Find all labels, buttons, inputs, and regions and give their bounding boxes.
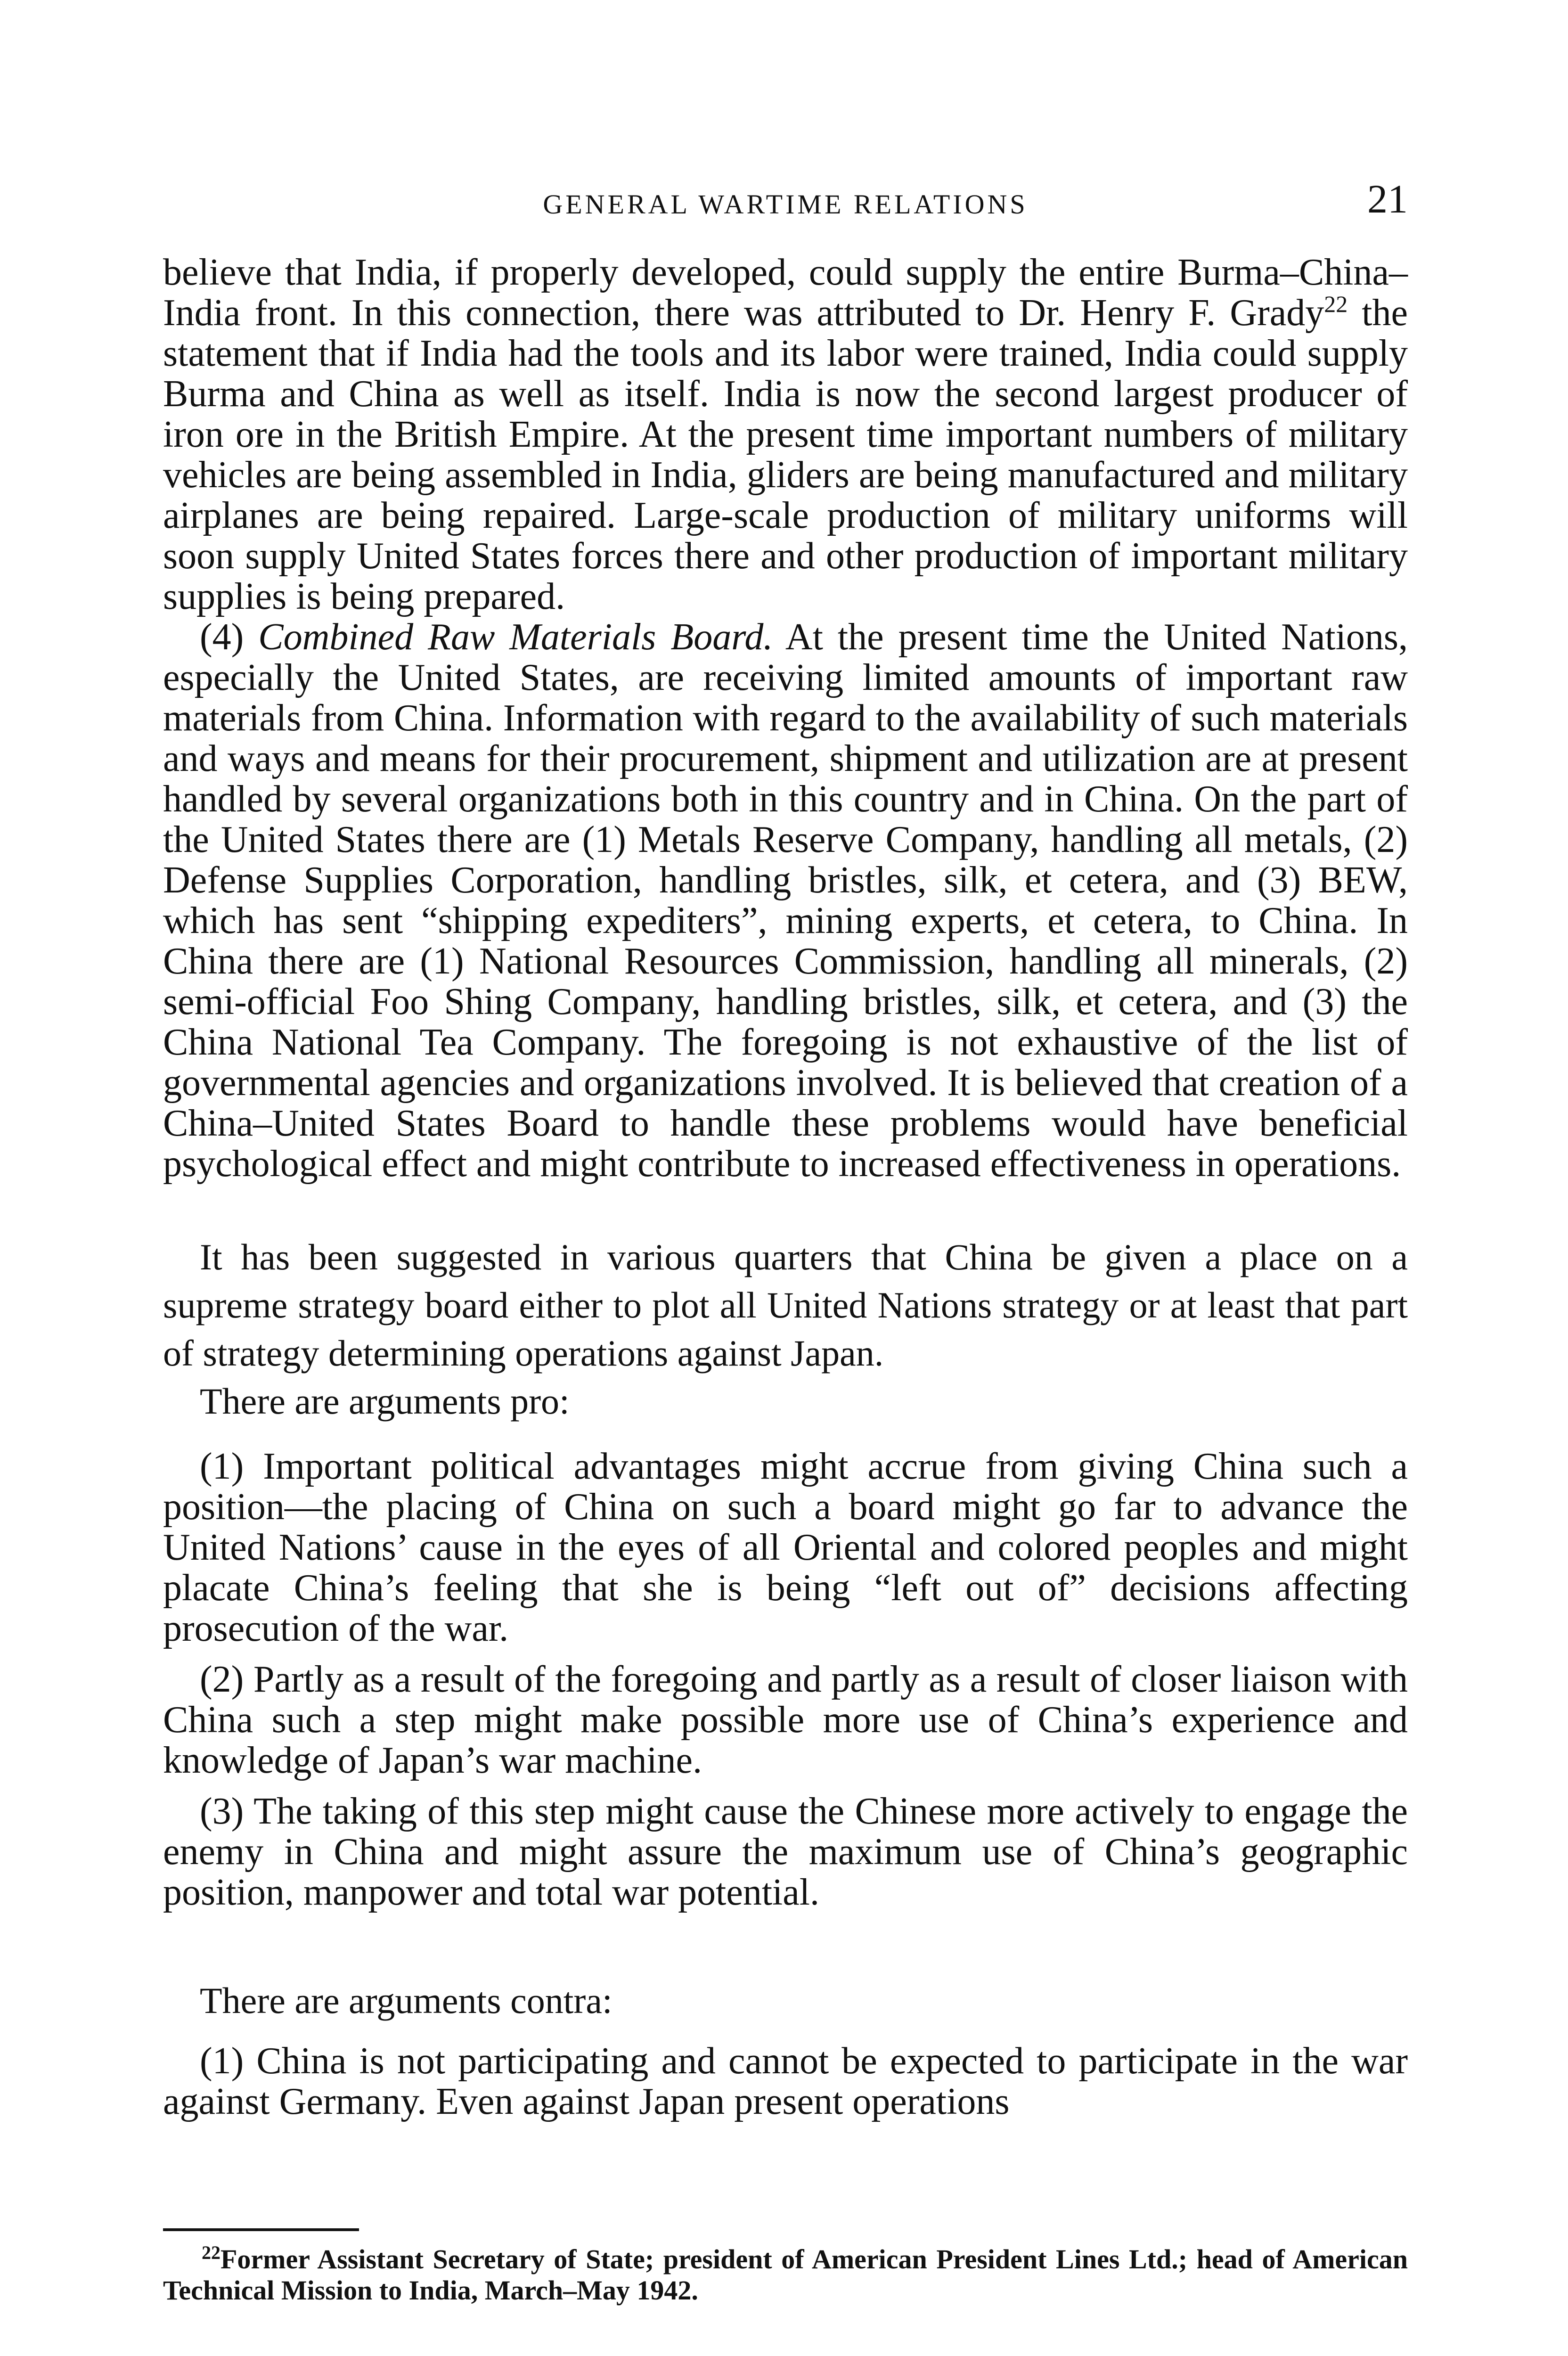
- body-text: [163, 252, 1408, 2122]
- footnote-text: Former Assistant Secretary of State; president of American President Lines Ltd.; head of American Technical Mission to India, March–May 1942.: [163, 2244, 1408, 2306]
- running-head: [163, 175, 1408, 227]
- paragraph-pro-3: (3) The taking of this step might cause the Chinese more actively to engage the enemy in China and might assure the maximum use of China’s geographic position, manpower and total war potential.: [163, 1791, 1408, 1913]
- item-number: (4): [200, 616, 259, 658]
- footnote-reference: 22: [1324, 291, 1348, 317]
- running-title: GENERAL WARTIME RELATIONS: [543, 189, 1028, 220]
- paragraph-pro-1: (1) Important political advantages might accrue from giving China such a position—the placing of China on such a board might go far to advance the United Nations’ cause in the eyes of all Oriental and colored peoples and might placate China’s feeling that she is being “left out of” decisions affecting prosecution of the war.: [163, 1446, 1408, 1649]
- footnote: [163, 2244, 1408, 2306]
- footnote-marker: 22: [202, 2242, 220, 2263]
- paragraph-text: believe that India, if properly developed, could supply the entire Burma–China–India front. In this connection, there was attributed to Dr. Henry F. Grady: [163, 252, 1408, 334]
- paragraph-india-supply: [163, 252, 1408, 617]
- paragraph-strategy-board: It has been suggested in various quarters that China be given a place on a supreme strategy board either to plot all United Nations strategy or at least that part of strategy determining operations against Japan.: [163, 1236, 1408, 1374]
- paragraph-text: At the present time the United Nations, especially the United States, are receiving limited amounts of important raw materials from China. Information with regard to the availability of such materials and ways and means for their procurement, shipment and utilization are at present handled by several organizations both in this country and in China. On the part of the United States there are (1) Metals Reserve Company, handling all metals, (2) Defense Supplies Corporation, handling bristles, silk, et cetera, and (3) BEW, which has sent “shipping expediters”, mining experts, et cetera, to China. In China there are (1) National Resources Commission, handling all minerals, (2) semi-official Foo Shing Company, handling bristles, silk, et cetera, and (3) the China National Tea Company. The foregoing is not exhaustive of the list of governmental agencies and organizations involved. It is believed that creation of a China–United States Board to handle these problems would have beneficial psychological effect and might contribute to increased effectiveness in operations.: [163, 616, 1408, 1185]
- item-heading: Combined Raw Materials Board.: [258, 616, 773, 658]
- paragraph-arguments-pro-heading: There are arguments pro:: [200, 1381, 570, 1422]
- footnote-rule: [163, 2228, 359, 2231]
- paragraph-raw-materials-board: [163, 617, 1408, 1184]
- paragraph-contra-1: (1) China is not participating and cannot be expected to participate in the war against Germany. Even against Japan present operations: [163, 2040, 1408, 2122]
- paragraph-text: the statement that if India had the tools and its labor were trained, India could supply Burma and China as well as itself. India is now the second largest producer of iron ore in the British Empire. At the present time important numbers of military vehicles are being assembled in India, gliders are being manufactured and military airplanes are being repaired. Large-scale production of military uniforms will soon supply United States forces there and other production of important military supplies is being prepared.: [163, 292, 1408, 617]
- page-number: 21: [1367, 176, 1408, 221]
- paragraph-pro-2: (2) Partly as a result of the foregoing and partly as a result of closer liaison with China such a step might make possible more use of China’s experience and knowledge of Japan’s war machine.: [163, 1659, 1408, 1781]
- paragraph-arguments-contra-heading: There are arguments contra:: [200, 1980, 612, 2021]
